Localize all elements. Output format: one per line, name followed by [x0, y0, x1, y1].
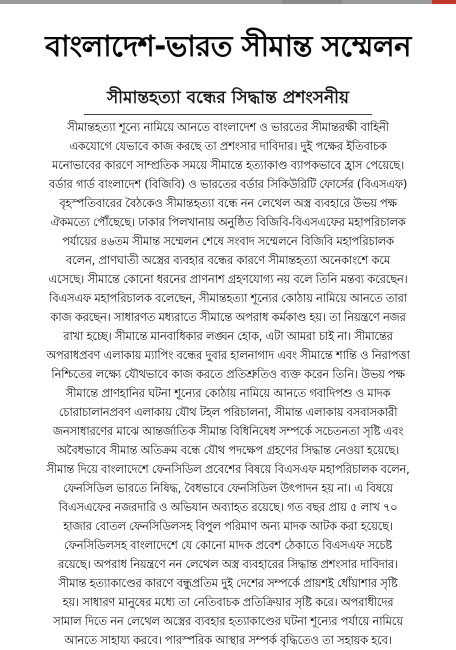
top-rule-accent — [282, 0, 342, 4]
body-line: একযোগে যেভাবে কাজ করছে তা প্রশংসার দাবিদার। দুই পক্ষের ইতিবাচক — [69, 139, 387, 153]
body-line: হাজার বোতল ফেনসিডিলসহ বিপুল পরিমাণ অন্য মাদক আটক করা হয়েছে। — [63, 519, 393, 533]
top-rule — [0, 0, 456, 4]
body-line: সীমান্তে প্রাণহানির ঘটনা শূন্যের কোঠায় নামিয়ে আনতে গবাদিপশু ও মাদক — [65, 386, 391, 400]
body-line: সীমান্ত হত্যাকাণ্ডের কারণে বন্ধুপ্রতিম দুই দেশের সম্পর্কে প্রায়শই ধোঁয়াশার সৃষ্টি — [58, 576, 398, 590]
body-line: কাজ করছেন। সাধারণত মধ্যরাতে সীমান্তে অপরাধ কর্মকাণ্ড হয়। তা নিয়ন্ত্রণে নজর — [50, 310, 406, 324]
body-line: সীমান্ত দিয়ে বাংলাদেশে ফেনসিডিল প্রবেশের বিষয়ে বিএসএফ মহাপরিচালক বলেন, — [46, 462, 410, 476]
body-line: রাখা হচ্ছে। সীমান্তে মানবাধিকার লঙ্ঘন হোক, এটা আমরা চাই না। সীমান্তের — [63, 329, 393, 343]
body-line: বৃহস্পতিবারের বৈঠকেও সীমান্তহত্যা বন্ধে নন লেথেল অস্ত্র ব্যবহারে উভয় পক্ষ — [59, 196, 397, 210]
body-line: সামাল দিতে নন লেথেল অস্ত্রের ব্যবহার হত্যাকাণ্ডের ঘটনা শূন্যের পর্যায়ে নামিয়ে — [53, 614, 403, 628]
body-line: রয়েছে। অপরাধ নিয়ন্ত্রণে নন লেথেল অস্ত্র ব্যবহারের সিদ্ধান্ত প্রশংসার দাবিদার। — [58, 557, 398, 571]
body-line: বর্ডার গার্ড বাংলাদেশ (বিজিবি) ও ভারতের বর্ডার সিকিউরিটি ফোর্সের (বিএসএফ) — [48, 177, 408, 191]
body-line: হয়। সাধারণ মানুষের মধ্যে তা নেতিবাচক প্রতিক্রিয়ার সৃষ্টি করে। অপরাধীদের — [62, 595, 394, 609]
body-line: মনোভাবের কারণে সাম্প্রতিক সময়ে সীমান্তে হত্যাকাণ্ড ব্যাপকভাবে হ্রাস পেয়েছে। — [52, 158, 404, 172]
body-line: অবৈধভাবে সীমান্ত অতিক্রম বন্ধে যৌথ পদক্ষেপ গ্রহণের সিদ্ধান্ত নেওয়া হয়েছে। — [56, 443, 400, 457]
headline: বাংলাদেশ-ভারত সীমান্ত সম্মেলন — [45, 29, 411, 63]
top-rule-red-accent — [432, 0, 456, 4]
body-line: চোরাচালানপ্রবণ এলাকায় যৌথ টহল পরিচালনা, সীমান্ত এলাকায় বসবাসকারী — [58, 405, 398, 419]
body-line: সীমান্তহত্যা শূন্যে নামিয়ে আনতে বাংলাদেশ ও ভারতের সীমান্তরক্ষী বাহিনী — [67, 120, 389, 134]
body-line: আনতে সাহায্য করবে। পারস্পরিক আস্থার সম্পর্ক বৃদ্ধিতেও তা সহায়ক হবে। — [64, 633, 392, 647]
body-line: ফেনসিডিলসহ বাংলাদেশে যে কোনো মাদক প্রবেশ ঠেকাতে বিএসএফ সচেষ্ট — [63, 538, 392, 552]
body-line: বিএসএফের নজরদারি ও অভিযান অব্যাহত রয়েছে। গত বছর প্রায় ৫ লাখ ৭০ — [58, 500, 398, 514]
body-line: অপরাধপ্রবণ এলাকায় ম্যাপিং বন্ধের দুবার হালনাগাদ এবং সীমান্তে শান্তি ও নিরাপত্তা — [46, 348, 410, 362]
body-line: বিএসএফ মহাপরিচালক বলেছেন, সীমান্তহত্যা শূন্যের কোঠায় নামিয়ে আনতে তারা — [49, 291, 407, 305]
body-line: পর্যায়ের ৪৬তম সীমান্ত সম্মেলন শেষে সংবাদ সম্মেলনে বিজিবি মহাপরিচালক — [62, 234, 394, 248]
body-line: ঐকমত্যে পৌঁছেছে। ঢাকার পিলখানায় অনুষ্ঠিত বিজিবি-বিএসএফের মহাপরিচালক — [50, 215, 406, 229]
body-line: ফেনসিডিল ভারতে নিষিদ্ধ, বৈধভাবে ফেনসিডিল উৎপাদন হয় না। এ বিষয়ে — [63, 481, 393, 495]
article-body — [10, 118, 446, 647]
subheadline-underline — [84, 114, 372, 115]
body-line: বলেন, প্রাণঘাতী অস্ত্রের ব্যবহার বন্ধের কারণে সীমান্তহত্যা অনেকাংশে কমে — [66, 253, 390, 267]
body-line: এসেছে। সীমান্তে কোনো ধরনের প্রাণনাশ গ্রহণযোগ্য নয় বলে তিনি মন্তব্য করেছেন। — [48, 272, 408, 286]
body-line: জনসাধারণের মাঝে আন্তর্জাতিক সীমান্ত বিধিনিষেধ সম্পর্কে সচেতনতা সৃষ্টি এবং — [52, 424, 404, 438]
body-line: নিশ্চিতের লক্ষ্যে যৌথভাবে কাজ করতে প্রতিশ্রুতিও ব্যক্ত করেন তিনি। উভয় পক্ষ — [51, 367, 405, 381]
subheadline: সীমান্তহত্যা বন্ধের সিদ্ধান্ত প্রশংসনীয় — [106, 88, 350, 108]
